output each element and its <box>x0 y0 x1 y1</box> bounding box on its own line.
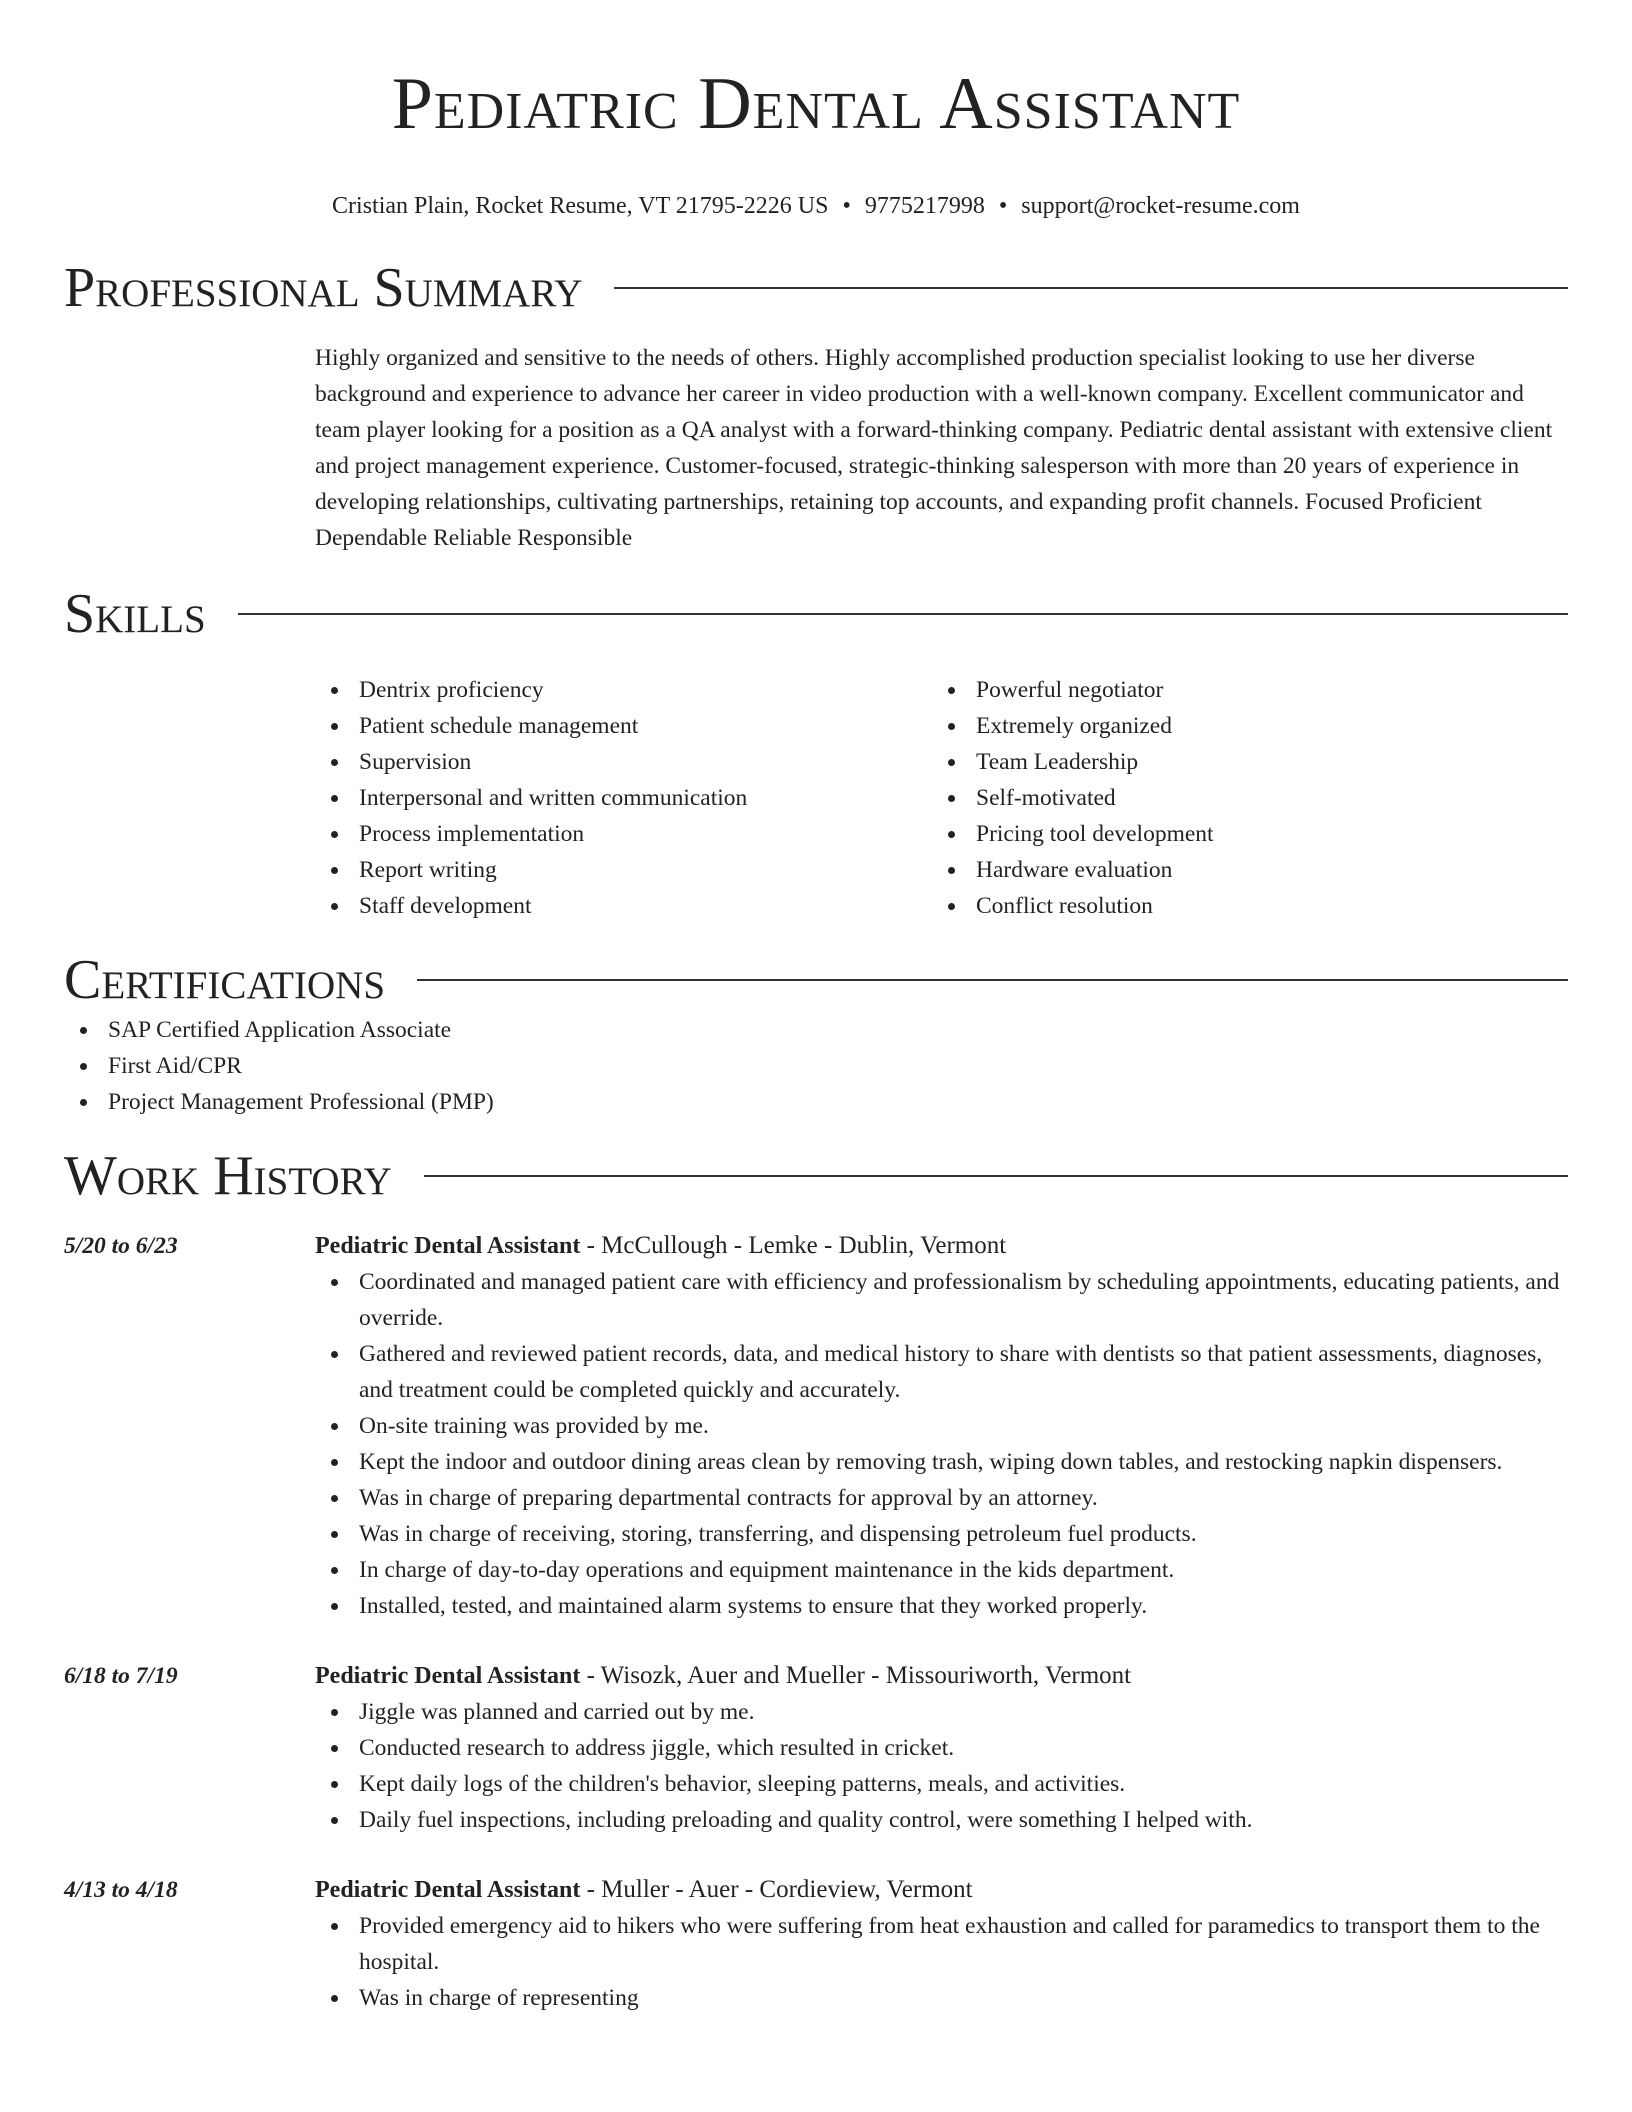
job-entry <box>64 1228 1568 1624</box>
skill-item: Pricing tool development <box>932 816 1549 852</box>
job-bullet: Was in charge of preparing departmental contracts for approval by an attorney. <box>315 1480 1568 1516</box>
job-bullet: Was in charge of receiving, storing, transferring, and dispensing petroleum fuel products. <box>315 1516 1568 1552</box>
job-title: Pediatric Dental Assistant <box>315 1233 581 1259</box>
skill-item: Supervision <box>315 744 932 780</box>
summary-heading: Professional Summary <box>64 257 583 319</box>
skill-item: Staff development <box>315 888 932 924</box>
job-bullet: Coordinated and managed patient care with efficiency and professionalism by scheduling appointments, educating patients, and override. <box>315 1264 1568 1336</box>
skill-item: Process implementation <box>315 816 932 852</box>
certification-item: First Aid/CPR <box>64 1048 1568 1084</box>
job-bullets <box>315 1264 1568 1624</box>
section-divider <box>614 287 1568 289</box>
job-employer: - Wisozk, Auer and Mueller - Missouriworth, Vermont <box>580 1662 1132 1689</box>
job-bullet: In charge of day-to-day operations and equipment maintenance in the kids department. <box>315 1552 1568 1588</box>
skill-item: Powerful negotiator <box>932 672 1549 708</box>
certification-item: SAP Certified Application Associate <box>64 1012 1568 1048</box>
skill-item: Extremely organized <box>932 708 1549 744</box>
job-details <box>315 1658 1568 1838</box>
summary-section <box>64 256 1568 556</box>
job-bullet: Jiggle was planned and carried out by me. <box>315 1694 1568 1730</box>
contact-phone: 9775217998 <box>864 193 985 219</box>
job-bullet: On-site training was provided by me. <box>315 1408 1568 1444</box>
job-bullet: Provided emergency aid to hikers who were suffering from heat exhaustion and called for paramedics to transport them to the hospital. <box>315 1908 1568 1980</box>
job-dates: 5/20 to 6/23 <box>64 1233 178 1259</box>
work-history-heading-row <box>64 1144 1568 1208</box>
section-divider <box>424 1175 1568 1177</box>
job-title-line <box>315 1658 1568 1694</box>
job-title: Pediatric Dental Assistant <box>315 1663 581 1689</box>
job-dates: 4/13 to 4/18 <box>64 1877 178 1903</box>
work-history-heading: Work History <box>64 1145 392 1207</box>
job-bullet: Was in charge of representing <box>315 1980 1568 2016</box>
contact-separator: • <box>998 193 1008 219</box>
job-bullet: Kept daily logs of the children's behavior, sleeping patterns, meals, and activities. <box>315 1766 1568 1802</box>
job-employer: - McCullough - Lemke - Dublin, Vermont <box>580 1232 1007 1259</box>
certifications-heading: Certifications <box>64 949 386 1011</box>
summary-heading-row <box>64 256 1568 320</box>
section-divider <box>238 613 1568 615</box>
certification-item: Project Management Professional (PMP) <box>64 1084 1568 1120</box>
contact-address: Cristian Plain, Rocket Resume, VT 21795-2226 US <box>332 193 829 219</box>
section-divider <box>417 979 1568 981</box>
skill-item: Report writing <box>315 852 932 888</box>
skills-section <box>64 582 1568 924</box>
certifications-list <box>64 1012 1568 1120</box>
job-bullets <box>315 1694 1568 1838</box>
certifications-section <box>64 948 1568 1120</box>
job-title-line <box>315 1228 1568 1264</box>
skills-grid <box>315 672 1568 924</box>
job-details <box>315 1872 1568 2016</box>
contact-email: support@rocket-resume.com <box>1021 193 1300 219</box>
skill-item: Patient schedule management <box>315 708 932 744</box>
skills-heading-row <box>64 582 1568 646</box>
job-employer: - Muller - Auer - Cordieview, Vermont <box>580 1876 973 1903</box>
skill-item: Hardware evaluation <box>932 852 1549 888</box>
job-dates: 6/18 to 7/19 <box>64 1663 178 1689</box>
skill-item: Interpersonal and written communication <box>315 780 932 816</box>
contact-separator: • <box>842 193 851 219</box>
job-bullet: Daily fuel inspections, including preloading and quality control, were something I helped with. <box>315 1802 1568 1838</box>
job-title-line <box>315 1872 1568 1908</box>
job-entry <box>64 1658 1568 1838</box>
job-bullets <box>315 1908 1568 2016</box>
contact-line <box>64 190 1568 222</box>
job-entry <box>64 1872 1568 2016</box>
job-title: Pediatric Dental Assistant <box>315 1877 581 1903</box>
summary-text: Highly organized and sensitive to the needs of others. Highly accomplished production specialist looking to use her diverse background and experience to advance her career in video production with a well-known company. Excellent communicator and team player looking for a position as a QA analyst with a forward-thinking company. Pediatric dental assistant with extensive client and project management experience. Customer-focused, strategic-thinking salesperson with more than 20 years of experience in developing relationships, cultivating partnerships, retaining top accounts, and expanding profit channels. Focused Proficient Dependable Reliable Responsible <box>315 345 1553 551</box>
skills-list-left <box>315 672 932 924</box>
skill-item: Conflict resolution <box>932 888 1549 924</box>
skill-item: Team Leadership <box>932 744 1549 780</box>
job-bullet: Installed, tested, and maintained alarm systems to ensure that they worked properly. <box>315 1588 1568 1624</box>
work-history-section <box>64 1144 1568 2016</box>
job-bullet: Conducted research to address jiggle, which resulted in cricket. <box>315 1730 1568 1766</box>
job-bullet: Kept the indoor and outdoor dining areas clean by removing trash, wiping down tables, and restocking napkin dispensers. <box>315 1444 1568 1480</box>
skills-list-right <box>932 672 1549 924</box>
resume-title: Pediatric Dental Assistant <box>391 63 1241 145</box>
skills-heading: Skills <box>64 583 206 645</box>
job-details <box>315 1228 1568 1624</box>
skill-item: Dentrix proficiency <box>315 672 932 708</box>
certifications-heading-row <box>64 948 1568 1012</box>
job-bullet: Gathered and reviewed patient records, data, and medical history to share with dentists so that patient assessments, diagnoses, and treatment could be completed quickly and accurately. <box>315 1336 1568 1408</box>
skill-item: Self-motivated <box>932 780 1549 816</box>
